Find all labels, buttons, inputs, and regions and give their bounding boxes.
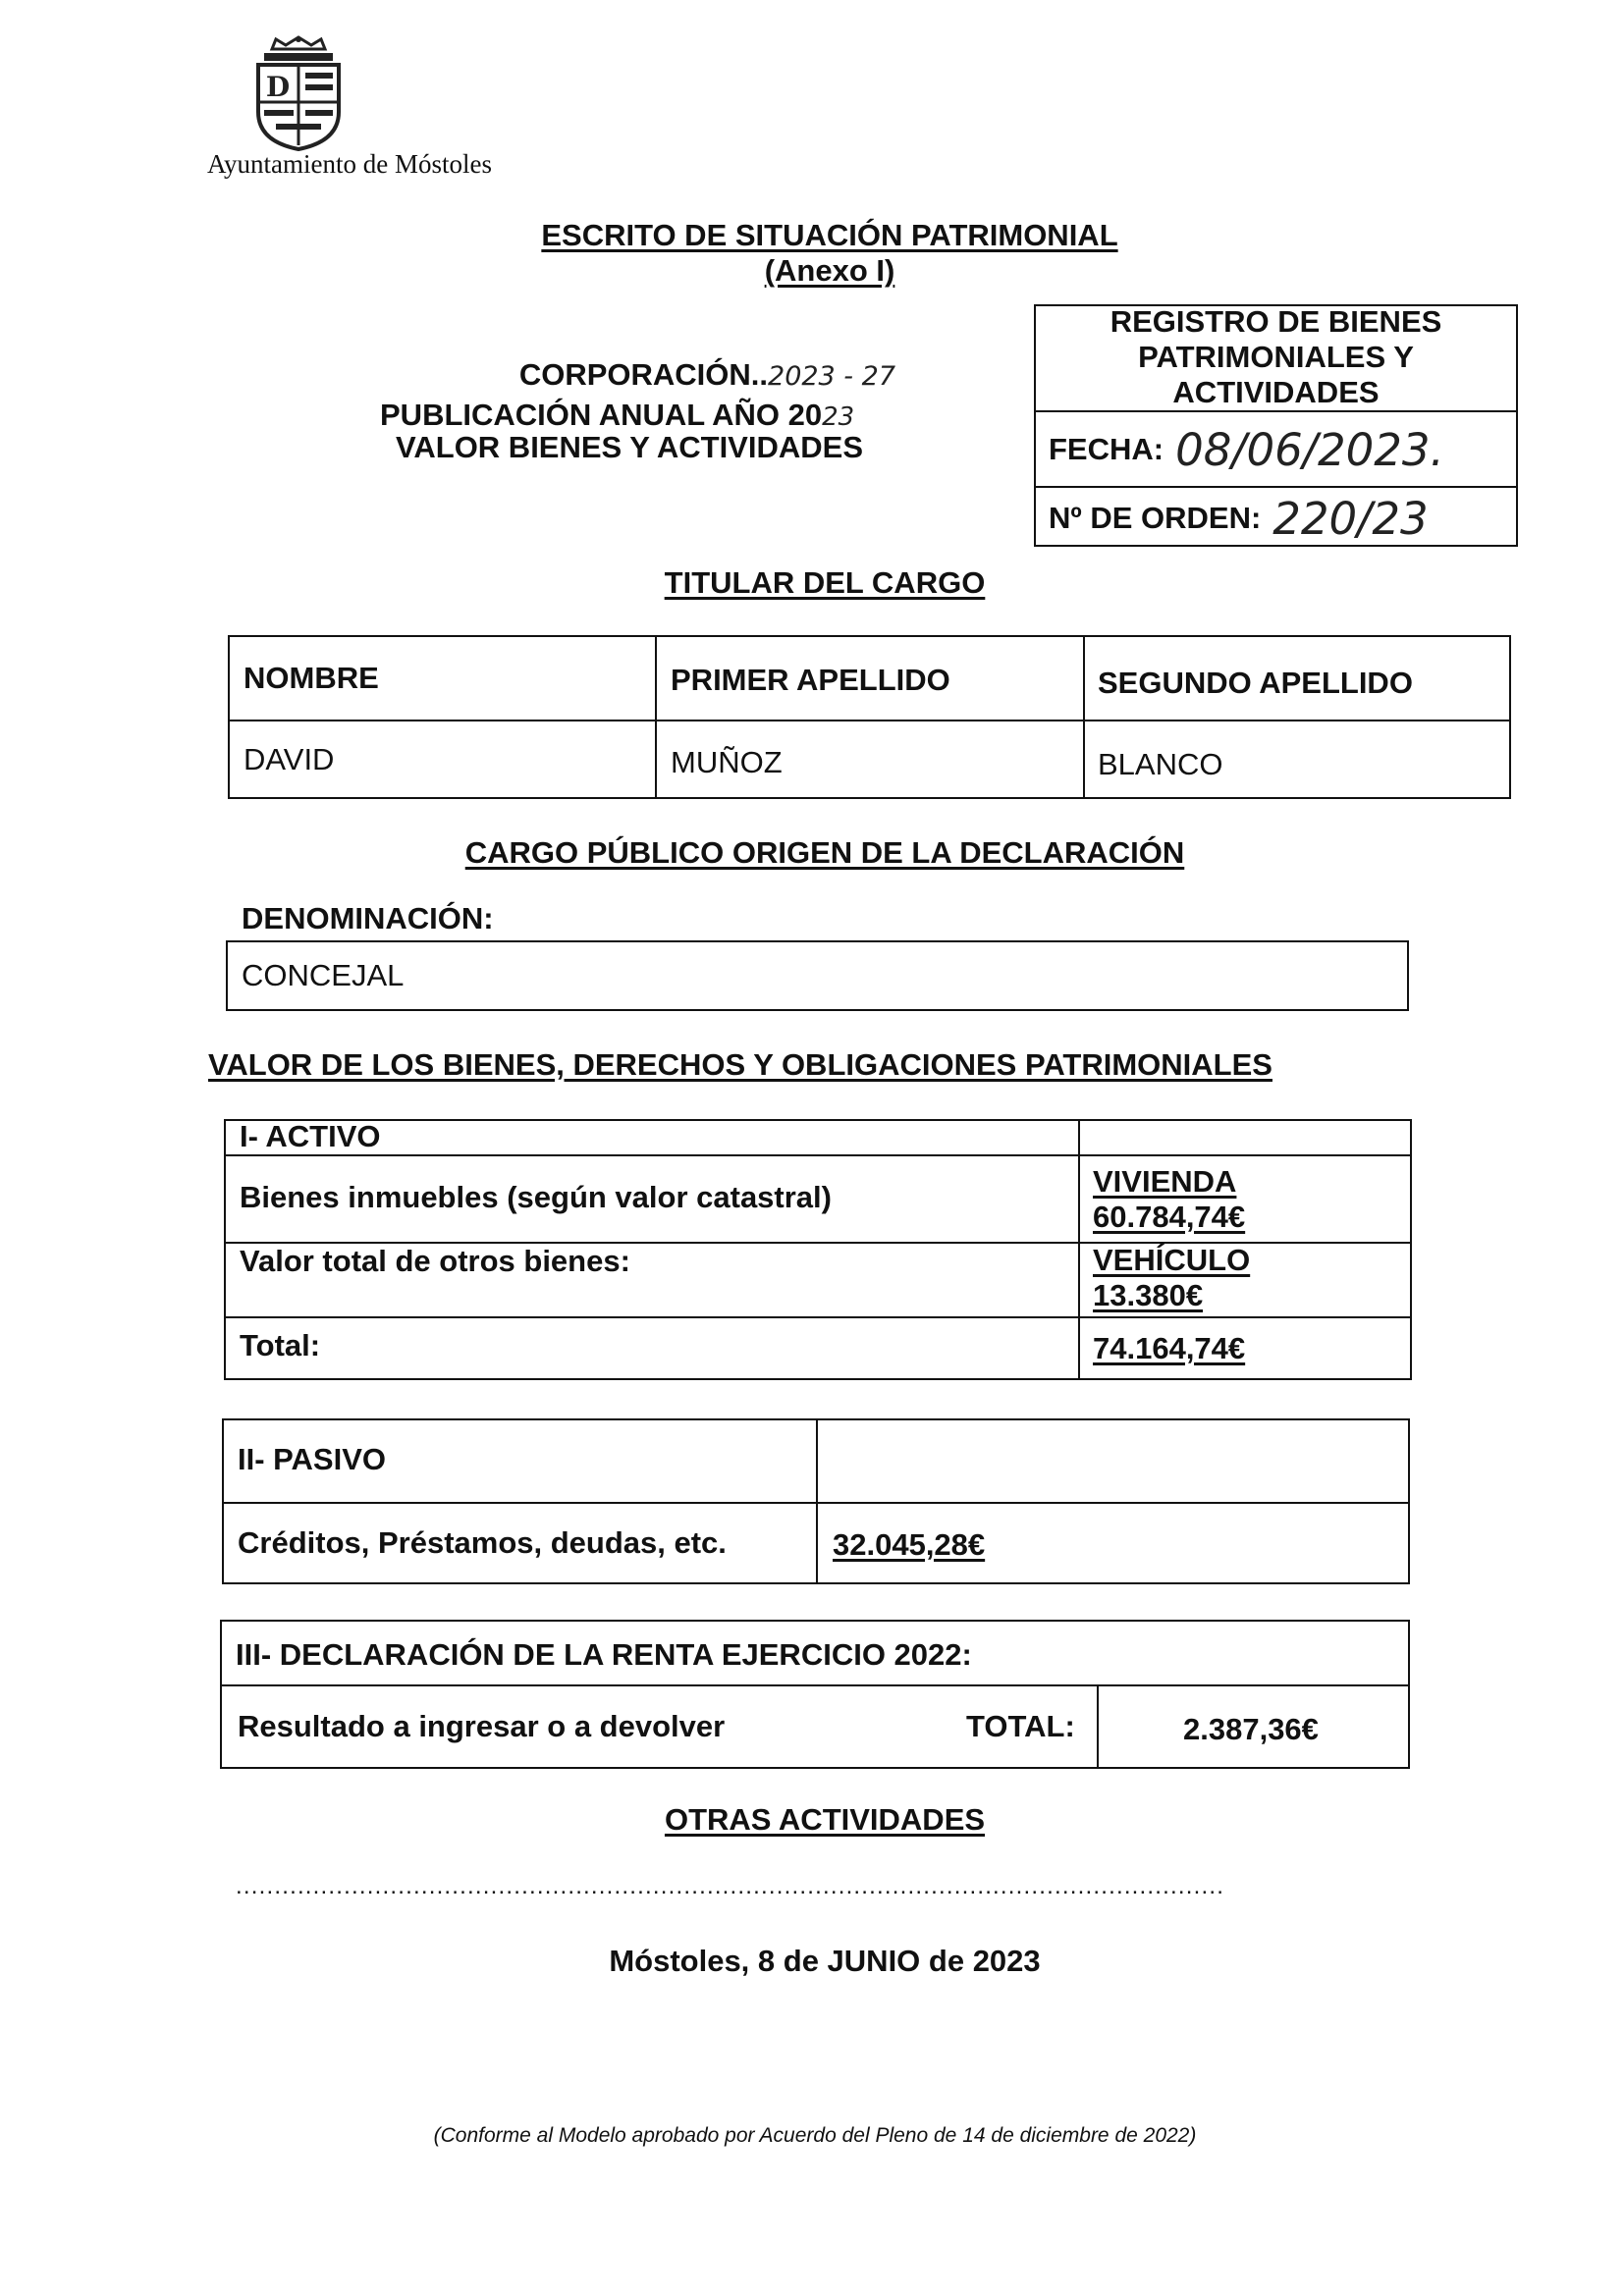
footer-note: (Conforme al Modelo aprobado por Acuerdo del Pleno de 14 de diciembre de 2022) — [433, 2124, 1197, 2147]
titular-table — [228, 635, 1511, 799]
otros-bienes-type: VEHÍCULO — [1093, 1243, 1251, 1277]
otros-bienes-label: Valor total de otros bienes: — [240, 1244, 630, 1278]
renta-total-value: 2.387,36€ — [1183, 1712, 1319, 1746]
otros-bienes-value: 13.380€ — [1093, 1278, 1204, 1312]
inmuebles-value: 60.784,74€ — [1093, 1200, 1246, 1234]
header-primer-apellido: PRIMER APELLIDO — [671, 663, 950, 697]
renta-total-label: TOTAL: — [966, 1709, 1075, 1743]
corporacion-line — [519, 357, 895, 393]
cargo-heading: CARGO PÚBLICO ORIGEN DE LA DECLARACIÓN — [464, 835, 1185, 870]
org-name: Ayuntamiento de Móstoles — [207, 149, 492, 179]
fecha-label: FECHA: — [1049, 432, 1164, 466]
header-segundo-apellido: SEGUNDO APELLIDO — [1098, 666, 1413, 700]
header-nombre: NOMBRE — [244, 661, 379, 695]
otras-dotted-line: ................................................................................................................................ — [236, 1873, 1225, 1899]
valor-heading: VALOR DE LOS BIENES, DERECHOS Y OBLIGACIONES PATRIMONIALES — [208, 1047, 1272, 1082]
denominacion-label: DENOMINACIÓN: — [242, 901, 494, 935]
fecha-value: 08/06/2023. — [1175, 423, 1444, 476]
place-date: Móstoles, 8 de JUNIO de 2023 — [609, 1944, 1041, 1978]
document-subtitle: (Anexo I) — [764, 253, 895, 288]
value-nombre: DAVID — [244, 742, 335, 776]
activo-total-value: 74.164,74€ — [1093, 1331, 1246, 1365]
otras-heading: OTRAS ACTIVIDADES — [664, 1802, 986, 1837]
inmuebles-values — [1093, 1164, 1245, 1235]
inmuebles-type: VIVIENDA — [1093, 1164, 1237, 1199]
orden-label: Nº DE ORDEN: — [1049, 501, 1262, 535]
activo-title: I- ACTIVO — [240, 1119, 381, 1153]
valor-bienes-label: VALOR BIENES Y ACTIVIDADES — [396, 430, 863, 464]
creditos-label: Créditos, Préstamos, deudas, etc. — [238, 1525, 727, 1560]
coat-of-arms-icon — [250, 35, 347, 153]
value-primer-apellido: MUÑOZ — [671, 745, 783, 779]
publicacion-year: 23 — [822, 402, 855, 432]
creditos-value: 32.045,28€ — [833, 1527, 986, 1562]
resultado-label: Resultado a ingresar o a devolver — [238, 1709, 726, 1743]
fecha-row — [1049, 420, 1444, 479]
otros-bienes-values — [1093, 1243, 1250, 1313]
activo-total-label: Total: — [240, 1328, 321, 1362]
publicacion-label: PUBLICACIÓN ANUAL AÑO 20 — [380, 398, 823, 432]
registro-title: REGISTRO DE BIENES PATRIMONIALES Y ACTIVIDADES — [1110, 304, 1442, 409]
value-segundo-apellido: BLANCO — [1098, 747, 1223, 781]
denominacion-value: CONCEJAL — [242, 958, 405, 992]
corporacion-label: CORPORACIÓN.. — [518, 357, 769, 392]
corporacion-value: 2023 - 27 — [768, 361, 895, 392]
renta-title: III- DECLARACIÓN DE LA RENTA EJERCICIO 2022: — [236, 1637, 972, 1672]
pasivo-title: II- PASIVO — [238, 1442, 387, 1476]
svg-text:D: D — [265, 71, 291, 103]
publicacion-line — [380, 398, 854, 433]
orden-row — [1049, 491, 1429, 546]
inmuebles-label: Bienes inmuebles (según valor catastral) — [240, 1180, 832, 1214]
orden-value: 220/23 — [1272, 492, 1429, 545]
document-title: ESCRITO DE SITUACIÓN PATRIMONIAL — [541, 218, 1118, 252]
titular-heading: TITULAR DEL CARGO — [664, 565, 986, 600]
